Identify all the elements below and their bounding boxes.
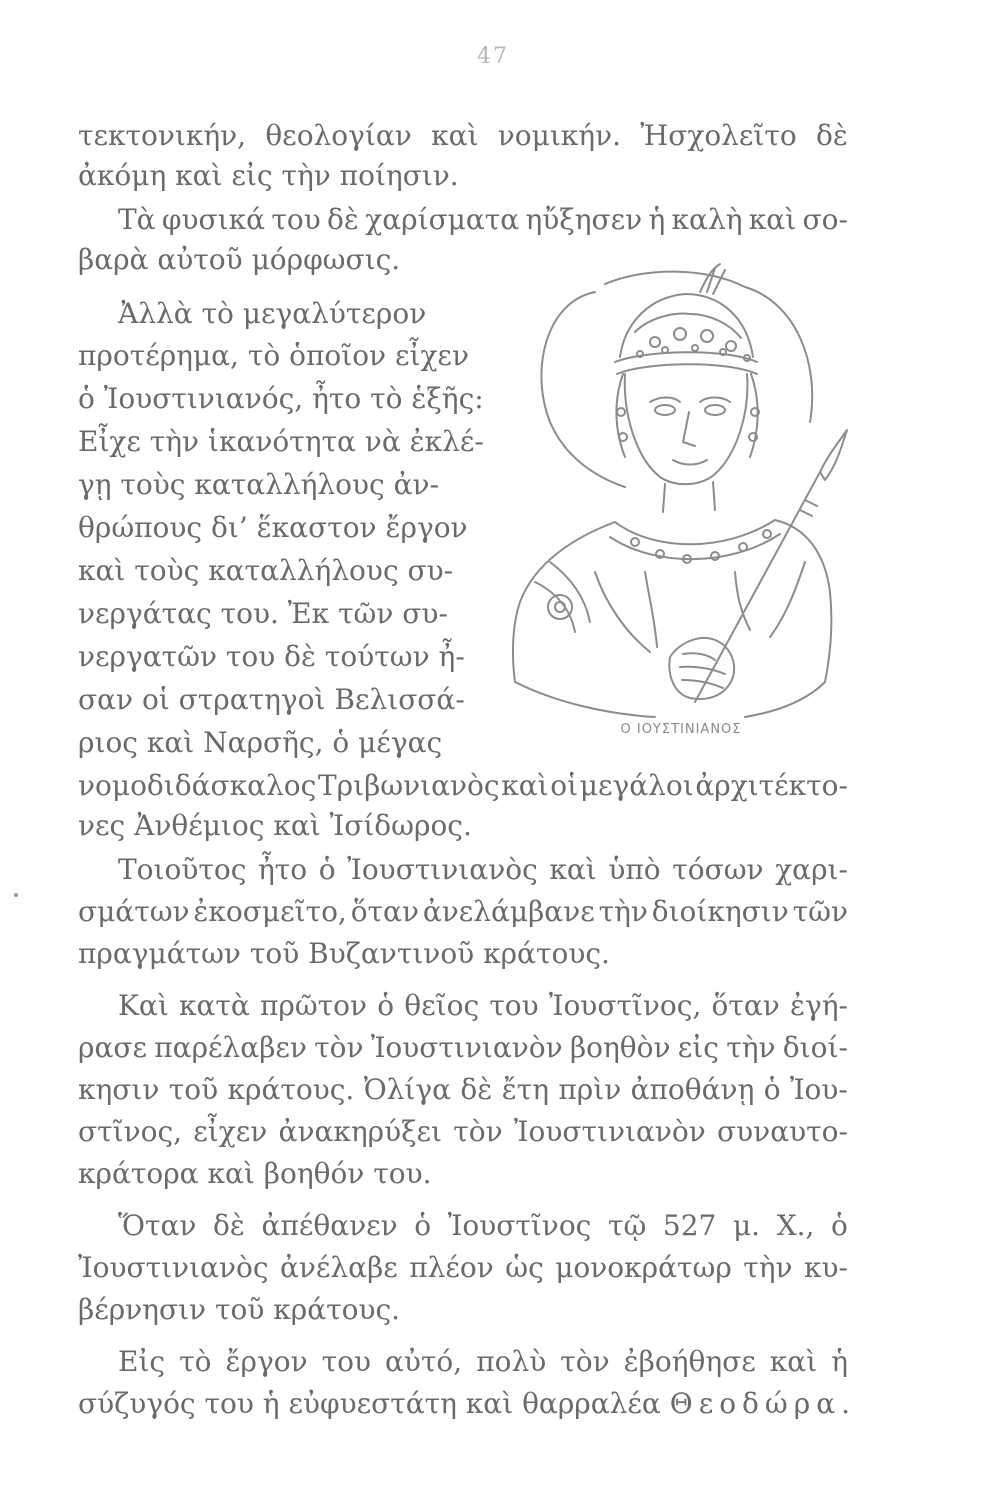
word: τὴν	[598, 895, 648, 928]
word: καὶ	[431, 119, 479, 152]
word: Ἰουστῖνος,	[548, 989, 702, 1022]
text-line: νεργατῶν του δὲ τούτων ἦ-	[78, 640, 465, 673]
word: μεγάλοι	[579, 769, 694, 802]
word: τῶν	[792, 895, 848, 928]
word: ὡς	[505, 1251, 544, 1284]
word: οἱ	[550, 769, 579, 802]
word: ἀπέθανεν	[261, 1209, 398, 1242]
word: εἰς	[677, 1031, 719, 1064]
text-line	[118, 988, 848, 1024]
word: στῖνος,	[78, 1115, 183, 1148]
word: κησιν	[78, 1073, 160, 1106]
word: συναυτο-	[717, 1115, 848, 1148]
text-line	[118, 852, 848, 888]
word: φυσικά	[161, 203, 266, 236]
word: θεολογίαν	[265, 119, 412, 152]
word: ἀνελάμβανε	[422, 895, 595, 928]
word: Ὅταν	[118, 1209, 197, 1242]
word: νομικήν.	[497, 119, 622, 152]
word: χαρι-	[775, 853, 848, 886]
text-line	[78, 1072, 848, 1108]
word: τὸ	[179, 1345, 212, 1378]
word: πρὶν	[558, 1073, 622, 1106]
word: ἐβοήθησε	[623, 1345, 756, 1378]
word: τόσων	[672, 853, 764, 886]
word: σο-	[802, 203, 848, 236]
margin-speck	[14, 893, 18, 897]
word: πολὺ	[476, 1345, 547, 1378]
text-line: νες Ἀνθέμιος καὶ Ἰσίδωρος.	[78, 809, 472, 842]
word: κράτους.	[227, 1073, 355, 1106]
word: τὸν	[453, 1115, 503, 1148]
text-line: ἀκόμη καὶ εἰς τὴν ποίησιν.	[78, 159, 459, 192]
word: κυ-	[804, 1251, 848, 1284]
word: καλὴ	[671, 203, 743, 236]
text-line: Ἀλλὰ τὸ μεγαλύτερον	[118, 297, 427, 330]
text-line: κράτορα καὶ βοηθόν του.	[78, 1157, 432, 1190]
word: τοῦ	[168, 1073, 219, 1106]
word: ἔργον	[225, 1345, 308, 1378]
word: πλέον	[409, 1251, 494, 1284]
word: δὲ	[327, 203, 359, 236]
word: τὴν	[726, 1031, 776, 1064]
text-line: ὁ Ἰουστινιανός, ἦτο τὸ ἑξῆς:	[78, 382, 484, 415]
word: ἐγή-	[790, 989, 848, 1022]
word: Ἰουστινιανὸς	[347, 853, 538, 886]
word: ὅταν	[711, 989, 780, 1022]
word: δὲ	[816, 119, 848, 152]
word: μ.	[732, 1209, 761, 1242]
word: διοί-	[782, 1031, 848, 1064]
page-number: 47	[477, 44, 509, 69]
text-line	[78, 768, 848, 804]
word: καὶ	[769, 1345, 818, 1378]
text-line	[78, 1030, 848, 1066]
word: ὁ	[318, 853, 336, 886]
text-line: βέρνησιν τοῦ κράτους.	[78, 1293, 401, 1326]
word: Χ.,	[776, 1209, 815, 1242]
word: διοίκησιν	[651, 895, 789, 928]
word: ἦτο	[258, 853, 308, 886]
word: του	[321, 1345, 371, 1378]
text-line: νεργάτας του. Ἐκ τῶν συ-	[78, 597, 448, 630]
word: ηὔξησεν	[525, 203, 643, 236]
word: ἔτη	[501, 1073, 549, 1106]
word: δὲ	[213, 1209, 245, 1242]
word: Ἰουστινιανὸν	[370, 1031, 563, 1064]
word: ἀποθάνῃ	[630, 1073, 755, 1106]
word: Καὶ	[118, 989, 169, 1022]
text-line: προτέρημα, τὸ ὁποῖον εἶχεν	[78, 339, 469, 372]
word: ὑπὸ	[608, 853, 661, 886]
text-line: σαν οἱ στρατηγοὶ Βελισσά-	[78, 683, 465, 716]
text-line: πραγμάτων τοῦ Βυζαντινοῦ κράτους.	[78, 937, 610, 970]
word: σμάτων	[78, 895, 190, 928]
word: μονοκράτωρ	[555, 1251, 732, 1284]
word: καὶ	[549, 853, 597, 886]
word: ὅταν	[350, 895, 419, 928]
word: καὶ	[748, 203, 797, 236]
text-line	[118, 202, 848, 238]
word: πρῶτον	[259, 989, 368, 1022]
word: ὁ	[377, 989, 395, 1022]
word: καὶ	[501, 769, 549, 802]
word: ἐκοσμεῖτο,	[193, 895, 347, 928]
word: παρέλαβεν	[154, 1031, 307, 1064]
word: τὴν	[743, 1251, 793, 1284]
word: ὁ	[414, 1209, 432, 1242]
word: κατὰ	[178, 989, 250, 1022]
word: ἀνέλαβε	[279, 1251, 398, 1284]
word: Εἰς	[118, 1345, 166, 1378]
word: θεῖος	[404, 989, 480, 1022]
word: Τὰ	[118, 203, 156, 236]
portrait-illustration	[475, 262, 865, 722]
word: τὸν	[314, 1031, 364, 1064]
word: του	[489, 989, 539, 1022]
text-line: βαρὰ αὐτοῦ μόρφωσις.	[78, 243, 401, 276]
text-line: Εἶχε τὴν ἱκανότητα νὰ ἐκλέ-	[78, 425, 484, 458]
text-line	[118, 1208, 848, 1244]
text-line	[78, 1250, 848, 1286]
word: δὲ	[460, 1073, 493, 1106]
text-line: σύζυγός του ἡ εὐφυεστάτη καὶ θαρραλέα Θεοδώρα.	[78, 1387, 857, 1420]
text-line	[78, 1114, 848, 1150]
word: ρασε	[78, 1031, 147, 1064]
text-line	[118, 1344, 848, 1380]
word: ἀνακηρύξει	[278, 1115, 443, 1148]
word: χαρίσματα	[365, 203, 520, 236]
text-line: καὶ τοὺς καταλλήλους συ-	[78, 554, 454, 587]
word: Ἰου-	[789, 1073, 848, 1106]
word: Ἰουστινιανὸς	[78, 1251, 269, 1284]
word: τὸν	[560, 1345, 610, 1378]
word: Ἠσχολεῖτο	[640, 119, 797, 152]
word: ἡ	[831, 1345, 848, 1378]
word: ὁ	[763, 1073, 781, 1106]
word: αὐτό,	[385, 1345, 463, 1378]
text-line: ριος καὶ Ναρσῆς, ὁ μέγας	[78, 726, 443, 759]
text-line	[78, 894, 848, 930]
word: ὁ	[831, 1209, 848, 1242]
word: Ἰουστινιανὸν	[513, 1115, 706, 1148]
word: νομοδιδάσκαλος	[78, 769, 317, 802]
text-line: γῃ τοὺς καταλλήλους ἀν-	[78, 468, 440, 501]
text-line	[78, 118, 848, 154]
word: του	[271, 203, 321, 236]
word: Τριβωνιανὸς	[317, 769, 500, 802]
emphasis-name: Θεοδώρα.	[669, 1387, 857, 1420]
word: εἶχεν	[193, 1115, 268, 1148]
word: Ὀλίγα	[363, 1073, 452, 1106]
word: βοηθὸν	[569, 1031, 671, 1064]
word: τεκτονικήν,	[78, 119, 247, 152]
text-line: θρώπους δι’ ἕκαστον ἔργον	[78, 511, 468, 544]
word: ἡ	[648, 203, 666, 236]
word: 527	[662, 1209, 717, 1242]
figure-caption: Ο ΙΟΥΣΤΙΝΙΑΝΟΣ	[620, 722, 742, 737]
word: τῷ	[607, 1209, 647, 1242]
word: Ἰουστῖνος	[447, 1209, 592, 1242]
word: ἀρχιτέκτο-	[695, 769, 848, 802]
word: Τοιοῦτος	[118, 853, 247, 886]
